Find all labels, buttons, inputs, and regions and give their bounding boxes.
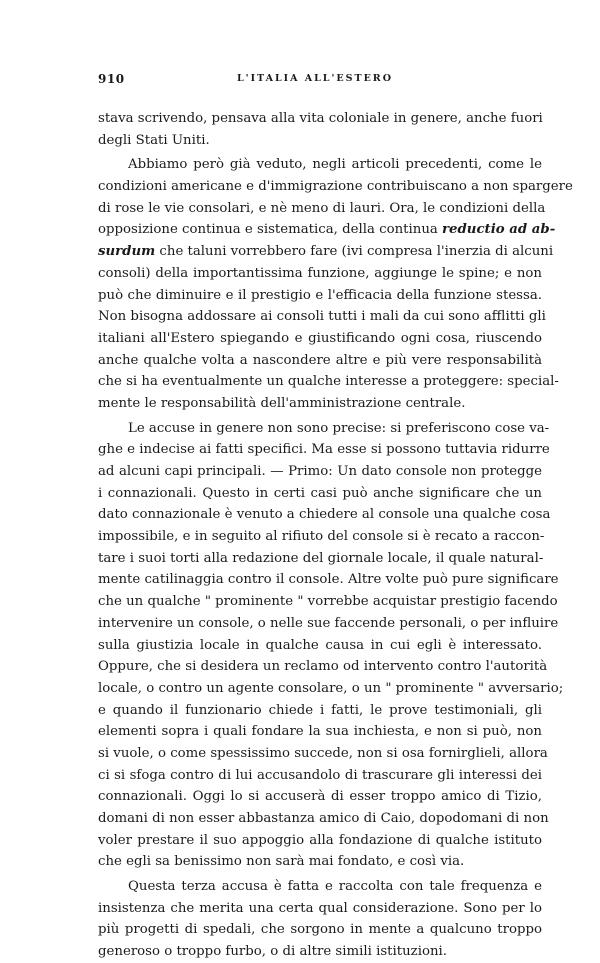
text-line: che si ha eventualmente un qualche interesse a proteggere: special- — [98, 374, 559, 390]
text-line: anche qualche volta a nascondere altre e più vere responsabilità — [98, 352, 542, 368]
text-line: domani di non esser abbastanza amico di Caio, dopodomani di non — [98, 811, 549, 826]
text-line: Non bisogna addossare ai consoli tutti i mali da cui sono afflitti gli — [98, 309, 546, 325]
page-number: 910 — [98, 72, 125, 86]
text-line: di rose le vie consolari, e nè meno di lauri. Ora, le condizioni della — [98, 200, 546, 216]
paragraph — [98, 108, 542, 151]
text-line: dato connazionale è venuto a chiedere al console una qualche cosa — [98, 507, 551, 523]
text-line: ci si sfoga contro di lui accusandolo di trascurare gli interessi dei — [98, 767, 542, 783]
paragraph — [98, 418, 564, 873]
text-line: condizioni americane e d'immigrazione contribuiscano a non spargere — [98, 179, 573, 195]
body-text — [98, 108, 573, 963]
text-line: insistenza che merita una certa qual considerazione. Sono per lo — [98, 900, 542, 916]
text-line: può che diminuire e il prestigio e l'efficacia della funzione stessa. — [98, 287, 542, 303]
text-line: ad alcuni capi principali. — Primo: Un dato console non protegge — [98, 464, 542, 479]
text-line: stava scrivendo, pensava alla vita coloniale in genere, anche fuori — [98, 111, 543, 126]
text-line: locale, o contro un agente consolare, o un " prominente " avversario; — [98, 680, 564, 696]
text-line: elementi sopra i quali fondare la sua inchiesta, e non si può, non — [98, 724, 542, 740]
text-line: connazionali. Oggi lo si accuserà di esser troppo amico di Tizio, — [98, 789, 542, 805]
text-line: italiani all'Estero spiegando e giustificando ogni cosa, riuscendo — [98, 330, 542, 346]
text-line: impossibile, e in seguito al rifiuto del console si è recato a raccon- — [98, 529, 545, 545]
text-line: che egli sa benissimo non sarà mai fondato, e così via. — [98, 854, 465, 870]
text-line: consoli) della importantissima funzione, aggiunge le spine; e non — [98, 265, 542, 281]
running-title: L'ITALIA ALL'ESTERO — [237, 73, 393, 84]
text-line: mente le responsabilità dell'amministrazione centrale. — [98, 395, 466, 411]
text-line: più progetti di spedali, che sorgono in mente a qualcuno troppo — [98, 922, 542, 938]
page-header — [98, 72, 532, 88]
text-line: si vuole, o come spessissimo succede, non si osa fornirglieli, allora — [98, 745, 548, 761]
text-line: Oppure, che si desidera un reclamo od intervento contro l'autorità — [98, 659, 548, 675]
text-line: e quando il funzionario chiede i fatti, le prove testimoniali, gli — [98, 702, 542, 718]
text-line: voler prestare il suo appoggio alla fondazione di qualche istituto — [98, 832, 542, 848]
text-line: mente catilinaggia contro il console. Altre volte può pure significare — [98, 572, 559, 588]
text-line: i connazionali. Questo in certi casi può anche significare che un — [98, 485, 542, 501]
text-line: Questa terza accusa è fatta e raccolta con tale frequenza e — [128, 879, 542, 895]
text-line: generoso o troppo furbo, o di altre simili istituzioni. — [98, 944, 447, 960]
paragraph — [98, 154, 573, 414]
text-line: degli Stati Uniti. — [98, 132, 210, 148]
paragraph — [98, 876, 542, 963]
text-line: ghe e indecise ai fatti specifici. Ma esse si possono tuttavia ridurre — [98, 442, 550, 458]
text-line: Abbiamo però già veduto, negli articoli precedenti, come le — [128, 157, 542, 173]
text-line: surdum che taluni vorrebbero fare (ivi compresa l'inerzia di alcuni — [98, 244, 554, 260]
text-line: opposizione continua e sistematica, della continua reductio ad ab- — [98, 222, 556, 238]
text-line: sulla giustizia locale in qualche causa in cui egli è interessato. — [98, 637, 542, 653]
text-line: che un qualche " prominente " vorrebbe acquistar prestigio facendo — [98, 594, 558, 610]
text-line: tare i suoi torti alla redazione del giornale locale, il quale natural- — [98, 550, 544, 566]
text-line: Le accuse in genere non sono precise: si preferiscono cose va- — [128, 420, 550, 436]
text-line: intervenire un console, o nelle sue faccende personali, o per influire — [98, 615, 559, 631]
